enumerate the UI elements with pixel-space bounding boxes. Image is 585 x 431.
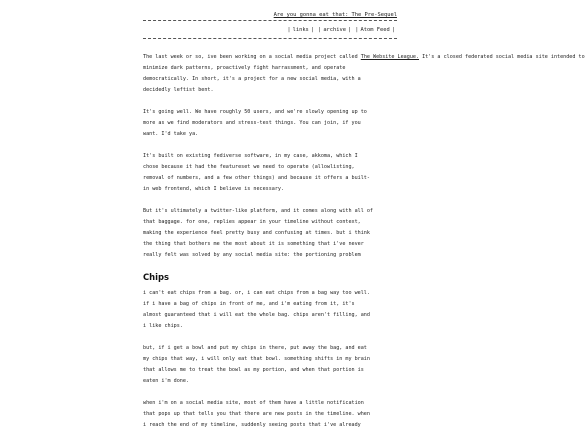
paragraph-line: in web frontend, which I believe is necessary.: [143, 186, 285, 192]
paragraph-line: that pops up that tells you that there are new posts in the timeline. when: [143, 411, 370, 417]
paragraph-line: minimize dark patterns, proactively fight harrassment, and operate: [143, 65, 346, 71]
text-span: The last week or so, ive been working on a social media project called: [143, 54, 361, 60]
paragraph-line: want. I'd take ya.: [143, 131, 199, 137]
nav-separator: |: [310, 27, 315, 33]
post-paragraph: [143, 52, 585, 96]
nav-links-link[interactable]: links: [292, 27, 309, 33]
paragraph-line: my chips that way, i will only eat that bowl. something shifts in my brain: [143, 356, 370, 362]
text-span: It's a closed federated social media site intended to: [419, 54, 585, 60]
paragraph-line: that allows me to treat the bowl as my portion, and when that portion is: [143, 367, 364, 373]
paragraph-line: when i'm on a social media site, most of them have a little notification: [143, 400, 364, 406]
post-paragraph: [143, 151, 397, 195]
section-heading-chips: Chips: [143, 272, 169, 282]
page: [143, 0, 585, 431]
paragraph-line: that baggage. for one, replies appear in your timeline without context,: [143, 219, 361, 225]
paragraph-line: but, if i get a bowl and put my chips in there, put away the bag, and eat: [143, 345, 367, 351]
website-league-link[interactable]: The Website League.: [360, 54, 420, 60]
paragraph-line: i like chips.: [143, 323, 183, 329]
paragraph-line: almost guaranteed that i will eat the whole bag. chips aren't filling, and: [143, 312, 370, 318]
paragraph-line: eaten i'm done.: [143, 378, 190, 384]
nav-separator: |: [355, 27, 359, 33]
post-paragraph: [143, 107, 397, 140]
nav-separator: |: [391, 27, 395, 33]
paragraph-line: democratically. In short, it's a project for a new social media, with a: [143, 76, 361, 82]
paragraph-line: the thing that bothers me the most about it is something that i've never: [143, 241, 364, 247]
paragraph-line: [143, 52, 585, 63]
nav-separator: |: [348, 27, 352, 33]
paragraph-line: i reach the end of my timeline, suddenly seeing posts that i've already: [143, 422, 361, 428]
site-title-link[interactable]: Are you gonna eat that: The Pre-Sequel: [273, 12, 397, 18]
paragraph-line: making the experience feel pretty busy and confusing at times. but i think: [143, 230, 370, 236]
nav-atom-feed-link[interactable]: Atom Feed: [360, 27, 390, 33]
paragraph-line: chose because it had the featureset we need to operate (allowlisting,: [143, 164, 355, 170]
nav-separator: |: [318, 27, 322, 33]
paragraph-line: decidedly leftist bent.: [143, 87, 214, 93]
paragraph-line: But it's ultimately a twitter-like platform, and it comes along with all of: [143, 208, 374, 214]
paragraph-line: really felt was solved by any social media site: the portioning problem: [143, 252, 361, 258]
post-paragraph: [143, 206, 397, 261]
post-paragraph: [143, 343, 397, 387]
paragraph-line: It's built on existing fediverse software, in my case, akkoma, which I: [143, 153, 358, 159]
nav-separator: |: [287, 27, 291, 33]
paragraph-line: if i have a bag of chips in front of me, and i'm eating from it, it's: [143, 301, 355, 307]
paragraph-line: i can't eat chips from a bag. or, i can eat chips from a bag way too well.: [143, 290, 370, 296]
paragraph-line: more as we find moderators and stress-test things. You can join, if you: [143, 120, 361, 126]
header-divider-bottom: [143, 38, 397, 39]
post-paragraph: [143, 288, 397, 332]
post-paragraph: [143, 398, 397, 431]
header-nav: [143, 26, 397, 34]
paragraph-line: It's going well. We have roughly 50 users, and we're slowly opening up to: [143, 109, 367, 115]
header-divider-top: [143, 20, 397, 21]
post-content: [143, 52, 585, 431]
nav-archive-link[interactable]: archive: [323, 27, 347, 33]
paragraph-line: removal of numbers, and a few other things) and because it offers a built-: [143, 175, 370, 181]
